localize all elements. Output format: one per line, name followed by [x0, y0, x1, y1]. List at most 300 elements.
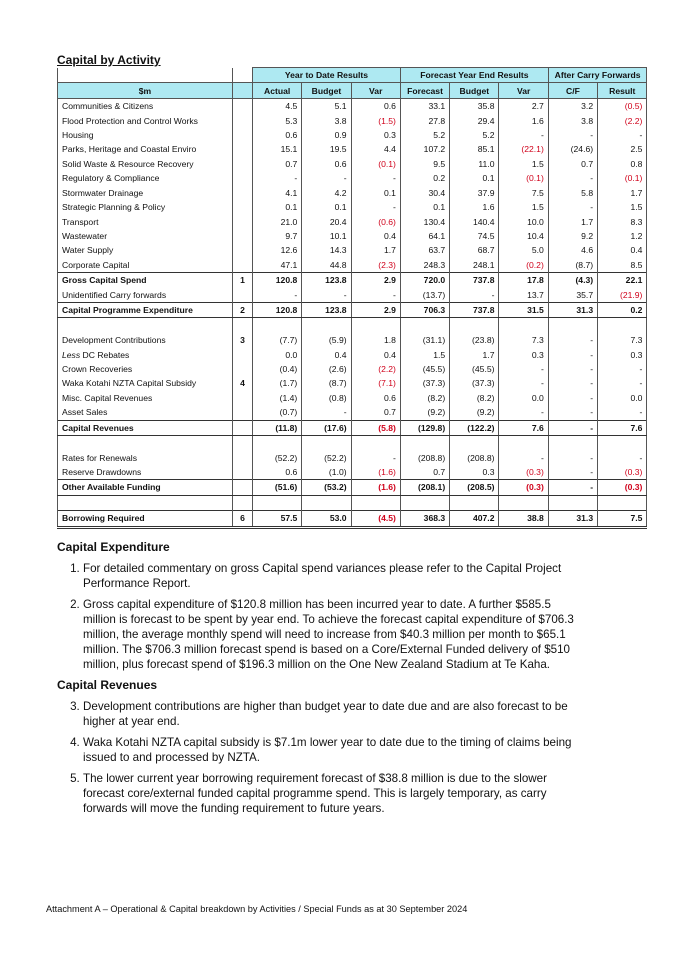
table-cell: 5.1	[302, 98, 351, 113]
table-cell: 1.7	[548, 214, 597, 228]
table-cell: 1.5	[400, 347, 449, 361]
table-cell: (7.1)	[351, 376, 400, 390]
table-cell: 1.2	[598, 229, 647, 243]
column-header: Forecast	[400, 83, 449, 98]
table-cell: -	[548, 480, 597, 495]
table-cell: 1.8	[351, 333, 400, 347]
note-ref	[233, 347, 253, 361]
table-cell: -	[548, 347, 597, 361]
note-ref	[233, 98, 253, 113]
table-cell: -	[548, 391, 597, 405]
table-cell: 5.0	[499, 243, 548, 257]
column-header: $m	[58, 83, 233, 98]
table-cell: 248.1	[450, 258, 499, 273]
table-cell: 737.8	[450, 273, 499, 288]
table-cell: 0.7	[351, 405, 400, 420]
table-cell: 0.1	[400, 200, 449, 214]
table-row	[58, 303, 647, 318]
table-cell: 53.0	[302, 511, 351, 527]
table-cell: 120.8	[253, 273, 302, 288]
table-row	[58, 347, 647, 361]
table-cell: 123.8	[302, 303, 351, 318]
row-label: Less DC Rebates	[58, 347, 233, 361]
table-cell: -	[351, 200, 400, 214]
row-label: Crown Recoveries	[58, 362, 233, 376]
table-cell: 4.2	[302, 186, 351, 200]
column-header: Var	[499, 83, 548, 98]
table-cell: (5.8)	[351, 420, 400, 435]
table-cell: (1.4)	[253, 391, 302, 405]
table-cell: 0.6	[253, 465, 302, 480]
table-cell: (0.8)	[302, 391, 351, 405]
column-header: Var	[351, 83, 400, 98]
table-cell: 13.7	[499, 288, 548, 303]
table-cell: 22.1	[598, 273, 647, 288]
table-cell: 368.3	[400, 511, 449, 527]
table-cell: (0.1)	[499, 171, 548, 185]
table-row	[58, 214, 647, 228]
table-cell: -	[548, 171, 597, 185]
table-cell: (9.2)	[400, 405, 449, 420]
table-cell: 0.3	[351, 128, 400, 142]
table-cell	[548, 495, 597, 510]
row-label: Reserve Drawdowns	[58, 465, 233, 480]
table-cell: (0.4)	[253, 362, 302, 376]
row-label: Capital Programme Expenditure	[58, 303, 233, 318]
note-ref	[233, 362, 253, 376]
table-cell: 0.0	[598, 391, 647, 405]
table-cell: (2.2)	[351, 362, 400, 376]
table-cell: 3.8	[548, 113, 597, 127]
table-cell: (1.7)	[253, 376, 302, 390]
table-cell: -	[548, 200, 597, 214]
commentary	[57, 540, 577, 822]
note-ref: 6	[233, 511, 253, 527]
group-header-carry: After Carry Forwards	[548, 68, 647, 83]
note-ref	[233, 480, 253, 495]
table-cell: 720.0	[400, 273, 449, 288]
table-cell: (21.9)	[598, 288, 647, 303]
table-cell: (23.8)	[450, 333, 499, 347]
table-cell	[450, 495, 499, 510]
table-cell: 0.9	[302, 128, 351, 142]
note-ref	[233, 391, 253, 405]
row-label: Water Supply	[58, 243, 233, 257]
column-header-row	[58, 83, 647, 98]
table-cell: (2.6)	[302, 362, 351, 376]
table-cell: -	[499, 376, 548, 390]
table-row	[58, 258, 647, 273]
table-cell: 10.4	[499, 229, 548, 243]
note-ref: 3	[233, 333, 253, 347]
table-cell	[499, 495, 548, 510]
table-cell: 737.8	[450, 303, 499, 318]
row-label: Capital Revenues	[58, 420, 233, 435]
table-cell: 7.3	[598, 333, 647, 347]
table-row	[58, 128, 647, 142]
table-cell	[548, 435, 597, 450]
table-cell: -	[598, 128, 647, 142]
table-row	[58, 157, 647, 171]
list-item: 1. For detailed commentary on gross Capital spend variances please refer to the Capital Project Performance Report.	[83, 561, 577, 591]
table-cell: 7.3	[499, 333, 548, 347]
table-cell: 64.1	[400, 229, 449, 243]
row-label: Development Contributions	[58, 333, 233, 347]
capital-table	[57, 67, 647, 529]
table-cell: 0.3	[499, 347, 548, 361]
table-cell: 120.8	[253, 303, 302, 318]
note-ref	[233, 157, 253, 171]
table-cell	[598, 495, 647, 510]
row-label: Transport	[58, 214, 233, 228]
table-row	[58, 420, 647, 435]
row-label: Communities & Citizens	[58, 98, 233, 113]
table-cell: 2.5	[598, 142, 647, 156]
row-label: Housing	[58, 128, 233, 142]
table-cell: 12.6	[253, 243, 302, 257]
table-cell: (0.3)	[499, 480, 548, 495]
table-row	[58, 435, 647, 450]
table-row	[58, 318, 647, 333]
note-ref: 4	[233, 376, 253, 390]
row-label	[58, 495, 233, 510]
table-cell: 10.0	[499, 214, 548, 228]
table-cell: 17.8	[499, 273, 548, 288]
table-cell: 5.8	[548, 186, 597, 200]
table-row	[58, 113, 647, 127]
table-cell	[450, 435, 499, 450]
table-cell: 9.2	[548, 229, 597, 243]
row-label: Wastewater	[58, 229, 233, 243]
table-cell: 7.5	[598, 511, 647, 527]
table-cell: (31.1)	[400, 333, 449, 347]
table-row	[58, 405, 647, 420]
table-row	[58, 229, 647, 243]
table-cell	[351, 318, 400, 333]
table-row	[58, 98, 647, 113]
table-cell: 27.8	[400, 113, 449, 127]
table-cell: 9.7	[253, 229, 302, 243]
table-cell: (9.2)	[450, 405, 499, 420]
table-cell: (37.3)	[450, 376, 499, 390]
note-ref	[233, 214, 253, 228]
table-cell: 0.1	[450, 171, 499, 185]
table-cell: (129.8)	[400, 420, 449, 435]
column-header: Actual	[253, 83, 302, 98]
table-cell: -	[548, 420, 597, 435]
table-row	[58, 200, 647, 214]
table-cell: -	[499, 128, 548, 142]
table-cell: 44.8	[302, 258, 351, 273]
table-cell: (51.6)	[253, 480, 302, 495]
table-cell	[598, 318, 647, 333]
row-label: Corporate Capital	[58, 258, 233, 273]
table-cell: 15.1	[253, 142, 302, 156]
row-label: Solid Waste & Resource Recovery	[58, 157, 233, 171]
note-ref	[233, 229, 253, 243]
table-cell: (208.8)	[450, 450, 499, 464]
table-cell: 4.4	[351, 142, 400, 156]
table-cell: -	[548, 333, 597, 347]
table-cell: -	[548, 362, 597, 376]
group-header-forecast: Forecast Year End Results	[400, 68, 548, 83]
table-cell: 0.8	[598, 157, 647, 171]
table-cell: (0.3)	[598, 480, 647, 495]
table-cell: 74.5	[450, 229, 499, 243]
table-cell: 68.7	[450, 243, 499, 257]
section-heading: Capital Expenditure	[57, 540, 170, 554]
table-cell: (13.7)	[400, 288, 449, 303]
table-row	[58, 391, 647, 405]
note-ref	[233, 435, 253, 450]
list-item: 5. The lower current year borrowing requirement forecast of $38.8 million is due to the slower forecast core/external funded capital programme spend. This is largely temporary, as carry forwards will move the funding requirement to future years.	[83, 771, 577, 816]
table-cell: (0.1)	[598, 171, 647, 185]
table-row	[58, 288, 647, 303]
row-label: Other Available Funding	[58, 480, 233, 495]
table-cell: -	[499, 362, 548, 376]
table-cell: 7.6	[598, 420, 647, 435]
table-cell: (52.2)	[302, 450, 351, 464]
column-header: Result	[598, 83, 647, 98]
table-cell: 7.6	[499, 420, 548, 435]
table-cell: -	[548, 450, 597, 464]
table-cell: 1.6	[499, 113, 548, 127]
note-ref	[233, 142, 253, 156]
table-cell: (0.2)	[499, 258, 548, 273]
table-row	[58, 273, 647, 288]
table-cell: -	[548, 128, 597, 142]
table-cell: 0.6	[253, 128, 302, 142]
table-cell: 1.5	[598, 200, 647, 214]
table-cell: 130.4	[400, 214, 449, 228]
table-cell	[253, 495, 302, 510]
table-cell: 0.4	[598, 243, 647, 257]
table-cell: 1.5	[499, 200, 548, 214]
table-cell: 35.7	[548, 288, 597, 303]
note-ref	[233, 113, 253, 127]
table-cell: 0.2	[598, 303, 647, 318]
table-cell: 0.1	[302, 200, 351, 214]
note-ref	[233, 200, 253, 214]
note-ref	[233, 405, 253, 420]
table-cell: 11.0	[450, 157, 499, 171]
table-cell: 0.1	[253, 200, 302, 214]
table-cell: (2.3)	[351, 258, 400, 273]
table-cell	[302, 318, 351, 333]
table-cell: (24.6)	[548, 142, 597, 156]
table-cell: 57.5	[253, 511, 302, 527]
table-cell: -	[499, 450, 548, 464]
table-cell: 14.3	[302, 243, 351, 257]
table-cell: -	[548, 405, 597, 420]
table-cell: 63.7	[400, 243, 449, 257]
table-row	[58, 495, 647, 510]
table-cell: (37.3)	[400, 376, 449, 390]
table-row	[58, 465, 647, 480]
table-cell: (0.1)	[351, 157, 400, 171]
table-cell: (45.5)	[450, 362, 499, 376]
table-cell	[548, 318, 597, 333]
table-cell: 38.8	[499, 511, 548, 527]
table-cell: (1.0)	[302, 465, 351, 480]
table-cell: (5.9)	[302, 333, 351, 347]
table-cell	[302, 495, 351, 510]
table-cell: 21.0	[253, 214, 302, 228]
table-cell: 0.1	[351, 186, 400, 200]
note-ref	[233, 288, 253, 303]
row-label: Regulatory & Compliance	[58, 171, 233, 185]
table-cell: 8.3	[598, 214, 647, 228]
note-ref	[233, 465, 253, 480]
table-cell	[253, 435, 302, 450]
table-cell: 7.5	[499, 186, 548, 200]
table-row	[58, 333, 647, 347]
table-cell: 2.9	[351, 303, 400, 318]
table-cell: -	[302, 405, 351, 420]
list-item: 3. Development contributions are higher than budget year to date due and are also forecast to be higher at year end.	[83, 699, 577, 729]
table-cell: (208.1)	[400, 480, 449, 495]
table-cell: (4.5)	[351, 511, 400, 527]
row-label: Stormwater Drainage	[58, 186, 233, 200]
table-cell: 29.4	[450, 113, 499, 127]
table-cell: 85.1	[450, 142, 499, 156]
numbered-list	[57, 561, 577, 672]
row-label: Rates for Renewals	[58, 450, 233, 464]
page-title: Capital by Activity	[57, 53, 161, 67]
table-cell: 0.3	[598, 347, 647, 361]
table-cell: 706.3	[400, 303, 449, 318]
table-cell: -	[351, 288, 400, 303]
table-cell: 0.4	[351, 347, 400, 361]
table-cell: (7.7)	[253, 333, 302, 347]
table-cell: 0.4	[351, 229, 400, 243]
table-cell: 5.2	[450, 128, 499, 142]
note-ref: 2	[233, 303, 253, 318]
table-cell: -	[598, 405, 647, 420]
column-header	[233, 83, 253, 98]
table-cell: 248.3	[400, 258, 449, 273]
table-cell: 4.1	[253, 186, 302, 200]
table-cell: 31.3	[548, 511, 597, 527]
row-label	[58, 435, 233, 450]
table-cell	[499, 435, 548, 450]
table-cell: 3.8	[302, 113, 351, 127]
table-cell: 0.7	[400, 465, 449, 480]
table-row	[58, 243, 647, 257]
table-cell: 30.4	[400, 186, 449, 200]
table-row	[58, 171, 647, 185]
table-cell: 407.2	[450, 511, 499, 527]
table-cell: 8.5	[598, 258, 647, 273]
table-cell	[351, 435, 400, 450]
table-cell: -	[548, 376, 597, 390]
table-cell: 0.7	[548, 157, 597, 171]
table-cell: 47.1	[253, 258, 302, 273]
table-cell: -	[302, 171, 351, 185]
group-header-ytd: Year to Date Results	[253, 68, 401, 83]
note-ref	[233, 495, 253, 510]
table-cell: (11.8)	[253, 420, 302, 435]
note-ref	[233, 128, 253, 142]
table-cell: 0.3	[450, 465, 499, 480]
note-ref	[233, 258, 253, 273]
table-cell: 0.0	[499, 391, 548, 405]
table-cell: -	[450, 288, 499, 303]
table-cell: 140.4	[450, 214, 499, 228]
list-item: 2. Gross capital expenditure of $120.8 million has been incurred year to date. A further $585.5 million is forecast to be spent by year end. To achieve the forecast capital expenditure of $706.3 million, the average monthly spend will need to increase from $40.3 million per month to $65.1 million. The $706.3 million forecast spend is based on a Core/External Funded delivery of $510 million, plus forecast spend of $196.3 million on the One New Zealand Stadium at Te Kaha.	[83, 597, 577, 672]
table-cell: -	[351, 171, 400, 185]
note-ref: 1	[233, 273, 253, 288]
table-cell: 4.6	[548, 243, 597, 257]
table-cell: (8.2)	[450, 391, 499, 405]
table-cell: 33.1	[400, 98, 449, 113]
table-row	[58, 362, 647, 376]
table-cell	[400, 318, 449, 333]
table-cell: (208.5)	[450, 480, 499, 495]
table-row	[58, 511, 647, 527]
row-label: Strategic Planning & Policy	[58, 200, 233, 214]
table-cell	[400, 495, 449, 510]
table-cell: 1.7	[450, 347, 499, 361]
table-cell: (0.3)	[598, 465, 647, 480]
row-label: Misc. Capital Revenues	[58, 391, 233, 405]
group-header-row	[58, 68, 647, 83]
table-cell: 37.9	[450, 186, 499, 200]
table-cell: -	[302, 288, 351, 303]
table-cell: (22.1)	[499, 142, 548, 156]
row-label: Borrowing Required	[58, 511, 233, 527]
table-cell: (0.3)	[499, 465, 548, 480]
row-label: Unidentified Carry forwards	[58, 288, 233, 303]
section-heading: Capital Revenues	[57, 678, 158, 692]
table-cell: 20.4	[302, 214, 351, 228]
table-cell: -	[499, 405, 548, 420]
table-cell: (1.6)	[351, 465, 400, 480]
table-cell: (2.2)	[598, 113, 647, 127]
table-cell	[253, 318, 302, 333]
note-ref	[233, 171, 253, 185]
table-row	[58, 186, 647, 200]
table-cell: 9.5	[400, 157, 449, 171]
numbered-list	[57, 699, 577, 816]
table-cell: (0.6)	[351, 214, 400, 228]
table-cell: 5.2	[400, 128, 449, 142]
table-cell	[450, 318, 499, 333]
table-cell: -	[598, 362, 647, 376]
table-cell: -	[351, 450, 400, 464]
note-ref	[233, 450, 253, 464]
table-cell	[499, 318, 548, 333]
row-label: Asset Sales	[58, 405, 233, 420]
table-cell: 35.8	[450, 98, 499, 113]
table-cell: (8.2)	[400, 391, 449, 405]
page-footer: Attachment A – Operational & Capital breakdown by Activities / Special Funds as at 30 September 2024	[46, 904, 468, 914]
note-ref	[233, 243, 253, 257]
table-cell: 5.3	[253, 113, 302, 127]
column-header: Budget	[302, 83, 351, 98]
row-label: Parks, Heritage and Coastal Enviro	[58, 142, 233, 156]
list-item: 4. Waka Kotahi NZTA capital subsidy is $7.1m lower year to date due to the timing of claims being issued to and processed by NZTA.	[83, 735, 577, 765]
table-cell: 123.8	[302, 273, 351, 288]
table-cell: 19.5	[302, 142, 351, 156]
column-header: C/F	[548, 83, 597, 98]
note-ref	[233, 420, 253, 435]
table-cell: 31.5	[499, 303, 548, 318]
table-cell: (208.8)	[400, 450, 449, 464]
table-cell: 1.7	[598, 186, 647, 200]
table-row	[58, 450, 647, 464]
row-label: Waka Kotahi NZTA Capital Subsidy	[58, 376, 233, 390]
